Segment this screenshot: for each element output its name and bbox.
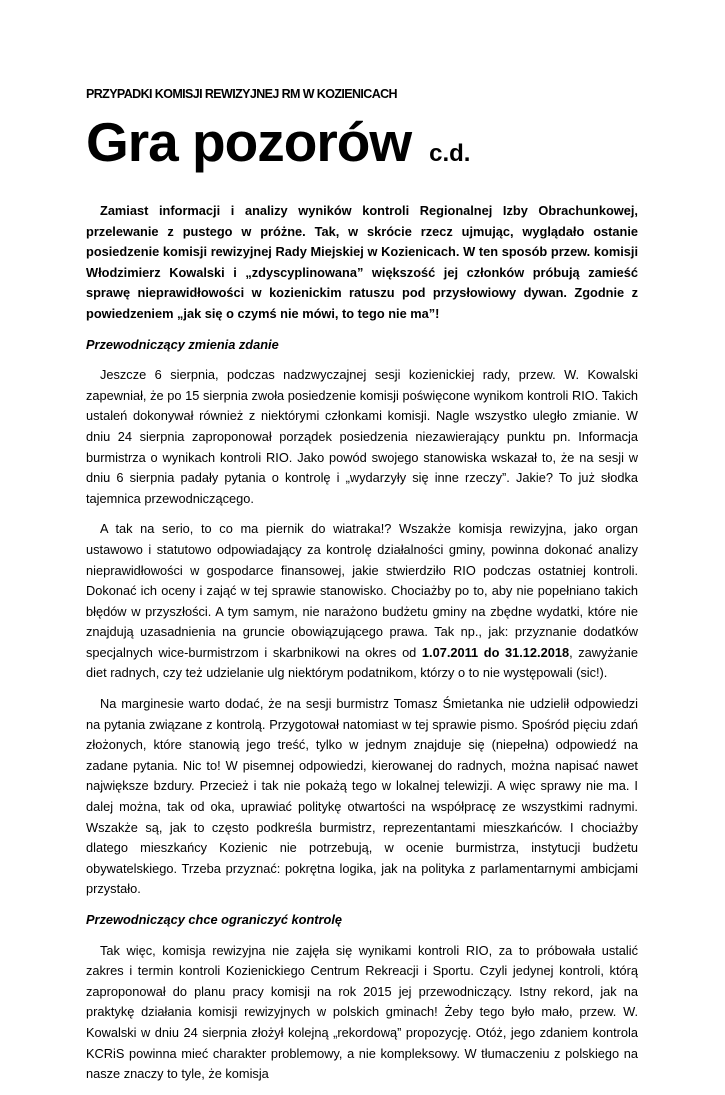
paragraph-2-dates: 1.07.2011 do 31.12.2018 bbox=[421, 644, 570, 660]
section-heading-1: Przewodniczący zmienia zdanie bbox=[86, 336, 279, 352]
article-title-main: Gra pozorów bbox=[86, 111, 412, 173]
paragraph-3: Na marginesie warto dodać, że na sesji burmistrz Tomasz Śmietanka nie udzielił odpowiedzi na pytania związane z kontrolą. Przygotował natomiast w tej sprawie pismo. Spośród pięciu zdań złożonych, które stanowią jego treść, tylko w jednym znajduje się (niepełna) odpowiedź na zadane pytania. Nic to! W pisemnej odpowiedzi, kierowanej do radnych, można napisać nawet największe bzdury. Przecież i tak nie pokażą tego w lokalnej telewizji. A więc sprawy nie ma. I dalej można, tak od oka, uprawiać politykę otwartości na współpracę ze wszystkimi radnymi. Wszakże są, jak to często podkreśla burmistrz, reprezentantami mieszkańców. I chociażby dlatego mieszkańcy Kozienic nie potrzebują, w ocenie burmistrza, instytucji budżetu obywatelskiego. Trzeba przyznać: pokrętna logika, jak na polityka z parlamentarnymi ambicjami przystało. bbox=[86, 696, 638, 897]
paragraph-2-text-b: , zawyżanie diet radnych, czy też udzielanie ulg niektórym podatnikom, którzy o to nie występowali (sic!). bbox=[86, 644, 639, 681]
article-title-suffix: c.d. bbox=[429, 140, 471, 167]
paragraph-2-text-a: A tak na serio, to co ma piernik do wiatraka!? Wszakże komisja rewizyjna, jako organ ustawowo i statutowo odpowiadający za kontrolę działalności gminy, powinna dokonać analizy nieprawidłowości w gospodarce finansowej, jakie stwierdziło RIO podczas ostatniej kontroli. Dokonać ich oceny i zająć w tej sprawie stanowisko. Chociażby po to, aby nie popełniano takich błędów w przyszłości. A tym samym, nie narażono budżetu gminy na zbędne wydatki, które nie znajdują uzasadnienia na gruncie obowiązującego prawa. Tak np., jak: przyznanie dodatków specjalnych wice-burmistrzom i skarbnikowi na okres od bbox=[86, 521, 638, 660]
article-body bbox=[86, 201, 638, 1095]
paragraph-2 bbox=[86, 519, 638, 684]
lead-paragraph: Zamiast informacji i analizy wyników kontroli Regionalnej Izby Obrachunkowej, przelewanie z pustego w próżne. Tak, w skrócie rzecz ujmując, wyglądało ostanie posiedzenie komisji rewizyjnej Rady Miejskiej w Kozienicach. W ten sposób przew. komisji Włodzimierz Kowalski i „zdyscyplinowana” większość jej członków próbują zamieść sprawę nieprawidłowości w kozienickim ratuszu pod przysłowiowy dywan. Zgodnie z powiedzeniem „jak się o czymś nie mówi, to tego nie ma”! bbox=[86, 203, 638, 321]
article-title bbox=[86, 112, 470, 187]
paragraph-4: Tak więc, komisja rewizyjna nie zajęła się wynikami kontroli RIO, za to próbowała ustalić zakres i termin kontroli Kozienickiego Centrum Rekreacji i Sportu. Czyli jedynej kontroli, którą zaproponował do planu pracy komisji na rok 2015 jej przewodniczący. Istny rekord, jak na praktykę działania komisji rewizyjnych w polskich gminach! Żeby tego było mało, przew. W. Kowalski w dniu 24 sierpnia złożył kolejną „rekordową” propozycję. Otóż, jego zdaniem kontrola KCRiS powinna mieć charakter problemowy, a nie kompleksowy. W tłumaczeniu z polskiego na nasze znaczy to tyle, że komisja bbox=[86, 942, 638, 1082]
section-heading-2: Przewodniczący chce ograniczyć kontrolę bbox=[86, 912, 343, 927]
paragraph-1: Jeszcze 6 sierpnia, podczas nadzwyczajnej sesji kozienickiej rady, przew. W. Kowalski zapewniał, że po 15 sierpnia zwoła posiedzenie komisji poświęcone wynikom kontroli RIO. Takich ustaleń dokonywał również z niektórymi członkami komisji. Nagle wszystko uległo zmianie. W dniu 24 sierpnia zaproponował porządek posiedzenia niezawierający punktu pn. Informacja burmistrza o wynikach kontroli RIO. Jako powód swojego stanowiska wskazał to, że na sesji w dniu 6 sierpnia padały pytania o kontrolę i „wydarzyły się inne rzeczy”. Jakie? To już słodka tajemnica przewodniczącego. bbox=[86, 367, 638, 506]
article-kicker: PRZYPADKI KOMISJI REWIZYJNEJ RM W KOZIENICACH bbox=[86, 87, 397, 101]
